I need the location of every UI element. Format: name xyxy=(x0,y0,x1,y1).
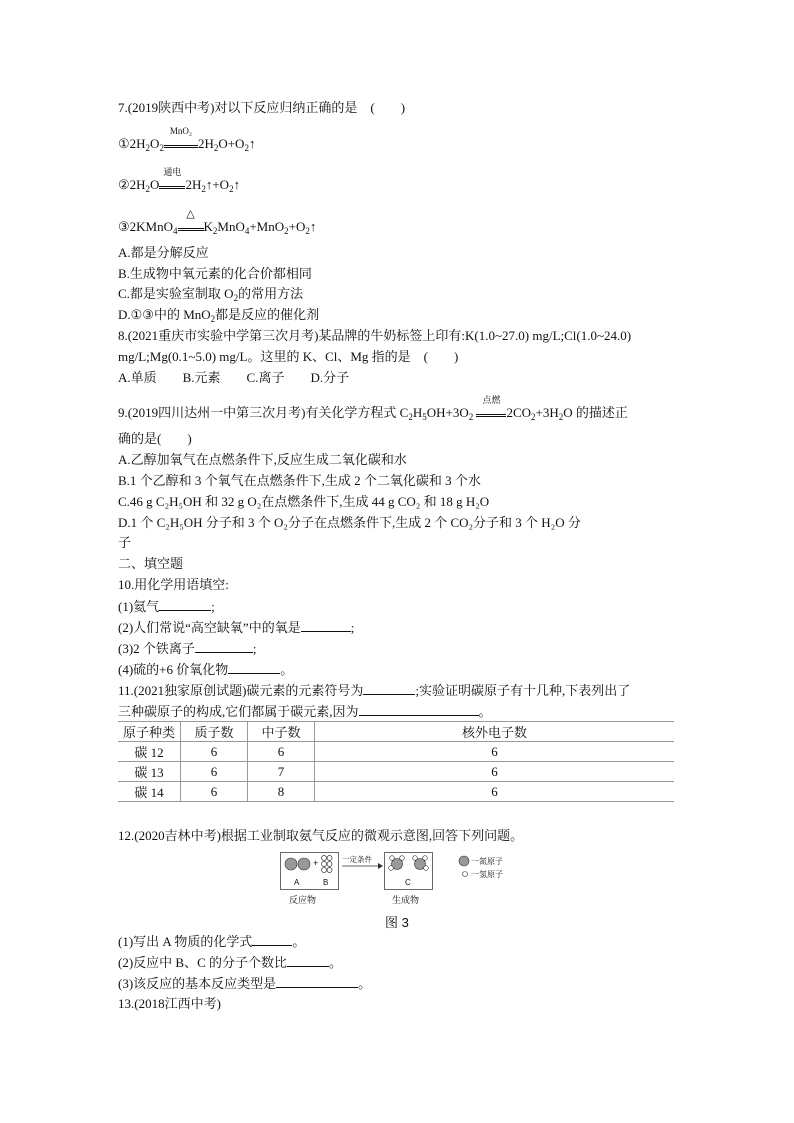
reaction-condition: △ xyxy=(178,221,204,231)
q11-line-2: 三种碳原子的构成,它们都属于碳元素,因为 。 xyxy=(118,704,492,719)
q8-line-2: mg/L;Mg(0.1~5.0) mg/L。这里的 K、Cl、Mg 指的是 ( ) xyxy=(118,349,459,364)
table-cell: 6 xyxy=(181,762,248,782)
ammonia-molecule xyxy=(389,856,405,871)
answer-blank[interactable] xyxy=(276,975,358,988)
answer-blank[interactable] xyxy=(228,661,280,674)
table-cell: 碳 12 xyxy=(118,742,181,762)
q12-stem: 12.(2020吉林中考)根据工业制取氨气反应的微观示意图,回答下列问题。 xyxy=(118,828,524,843)
q9-option-b: B.1 个乙醇和 3 个氧气在点燃条件下,生成 2 个二氧化碳和 3 个水 xyxy=(118,473,481,488)
q10-item-1: (1)氦气 ; xyxy=(118,599,215,614)
nitrogen-legend-icon xyxy=(459,856,469,866)
label-a: A xyxy=(294,878,300,887)
section-heading: 二、填空题 xyxy=(118,556,184,571)
q9-line-1: 9.(2019四川达州一中第三次月考)有关化学方程式 $C_2H_5OH+3O_2$ 点燃 $2CO_2+3H_2O$ 的描述正 xyxy=(118,395,628,422)
table-row xyxy=(118,762,674,782)
reaction-condition: MnO₂ xyxy=(164,138,198,148)
table-cell: 6 xyxy=(315,762,675,782)
carbon-isotope-table xyxy=(118,721,674,802)
table-header: 中子数 xyxy=(248,722,315,742)
reaction-condition: 点燃 xyxy=(476,407,506,417)
q7-equation-2: $②2H_2O$ 通电 $2H_2↑+O_2↑$ xyxy=(118,167,241,194)
q7-option-c: C.都是实验室制取 $O_2$的常用方法 xyxy=(118,286,304,303)
answer-blank[interactable] xyxy=(301,619,351,632)
q9-line-2: 确的是( ) xyxy=(118,431,192,446)
table-header: 质子数 xyxy=(181,722,248,742)
table-cell: 6 xyxy=(248,742,315,762)
q7-option-b: B.生成物中氧元素的化合价都相同 xyxy=(118,266,312,281)
hydrogen-molecules xyxy=(322,856,333,873)
q9-option-c: C.46 g C₂H₅OH 和 32 g O₂在点燃条件下,生成 44 g CO₂ 和 18 g H₂O xyxy=(118,494,490,509)
q10-item-4: (4)硫的+6 价氧化物 。 xyxy=(118,662,294,677)
table-row xyxy=(118,782,674,802)
table-row xyxy=(118,742,674,762)
legend-hydrogen: 一氢原子 xyxy=(471,870,503,879)
q7-option-d: D.①③中的 MnO$_2$都是反应的催化剂 xyxy=(118,307,320,324)
q12-item-2: (2)反应中 B、C 的分子个数比 。 xyxy=(118,955,343,970)
table-cell: 6 xyxy=(315,742,675,762)
nitrogen-atom xyxy=(285,858,297,870)
q7-equation-3: ③2KMnO$_4$ △ $K_2MnO_4+MnO_2+O_2↑$ xyxy=(118,208,317,236)
q11-line-1: 11.(2021独家原创试题)碳元素的元素符号为 ;实验证明碳原子有十几种,下表列出了 xyxy=(118,683,631,698)
table-header-row xyxy=(118,722,674,742)
q10-stem: 10.用化学用语填空: xyxy=(118,577,229,592)
table-cell: 6 xyxy=(315,782,675,802)
arrow-label: 一定条件 xyxy=(342,855,372,864)
q7-option-a: A.都是分解反应 xyxy=(118,245,209,260)
q7-stem: 7.(2019陕西中考)对以下反应归纳正确的是 ( ) xyxy=(118,100,406,115)
table-cell: 碳 13 xyxy=(118,762,181,782)
table-header: 原子种类 xyxy=(118,722,181,742)
nitrogen-atom xyxy=(298,858,310,870)
table-cell: 7 xyxy=(248,762,315,782)
answer-blank[interactable] xyxy=(359,703,479,716)
q9-option-a: A.乙醇加氧气在点燃条件下,反应生成二氧化碳和水 xyxy=(118,452,407,467)
answer-blank[interactable] xyxy=(287,954,329,967)
table-cell: 6 xyxy=(181,742,248,762)
q8-line-1: 8.(2021重庆市实验中学第三次月考)某品牌的牛奶标签上印有:K(1.0~27.0) mg/L;Cl(1.0~24.0) xyxy=(118,328,632,343)
ammonia-molecule xyxy=(413,856,429,871)
products-label: 生成物 xyxy=(392,895,420,905)
answer-blank[interactable] xyxy=(363,682,415,695)
q9-option-d-cont: 子 xyxy=(118,535,132,550)
q7-equation-1: $①2H_2O_2$ MnO₂ $2H_2O+O_2↑$ xyxy=(118,126,256,153)
reactants-label: 反应物 xyxy=(289,895,317,905)
svg-text:+: + xyxy=(313,858,319,868)
table-cell: 8 xyxy=(248,782,315,802)
label-c: C xyxy=(405,878,411,887)
q12-item-3: (3)该反应的基本反应类型是 。 xyxy=(118,976,372,991)
table-cell: 碳 14 xyxy=(118,782,181,802)
q12-item-1: (1)写出 A 物质的化学式 。 xyxy=(118,934,306,949)
hydrogen-legend-icon xyxy=(463,872,468,877)
table-header: 核外电子数 xyxy=(315,722,675,742)
figure-caption: 图 3 xyxy=(385,915,409,930)
answer-blank[interactable] xyxy=(252,933,292,946)
answer-blank[interactable] xyxy=(159,598,211,611)
legend-nitrogen: 一氮原子 xyxy=(471,857,503,866)
arrow-head xyxy=(378,863,383,869)
q8-options: A.单质 B.元素 C.离子 D.分子 xyxy=(118,370,350,385)
q10-item-3: (3)2 个铁离子 ; xyxy=(118,641,257,656)
table-cell: 6 xyxy=(181,782,248,802)
label-b: B xyxy=(323,878,329,887)
q13-stem: 13.(2018江西中考) xyxy=(118,996,221,1011)
reaction-condition: 通电 xyxy=(159,179,185,189)
q9-option-d: D.1 个 C₂H₅OH 分子和 3 个 O₂分子在点燃条件下,生成 2 个 CO₂分子和 3 个 H₂O 分 xyxy=(118,515,581,530)
q10-item-2: (2)人们常说“高空缺氧”中的氧是 ; xyxy=(118,620,355,635)
reaction-diagram xyxy=(280,852,520,908)
answer-blank[interactable] xyxy=(195,640,253,653)
